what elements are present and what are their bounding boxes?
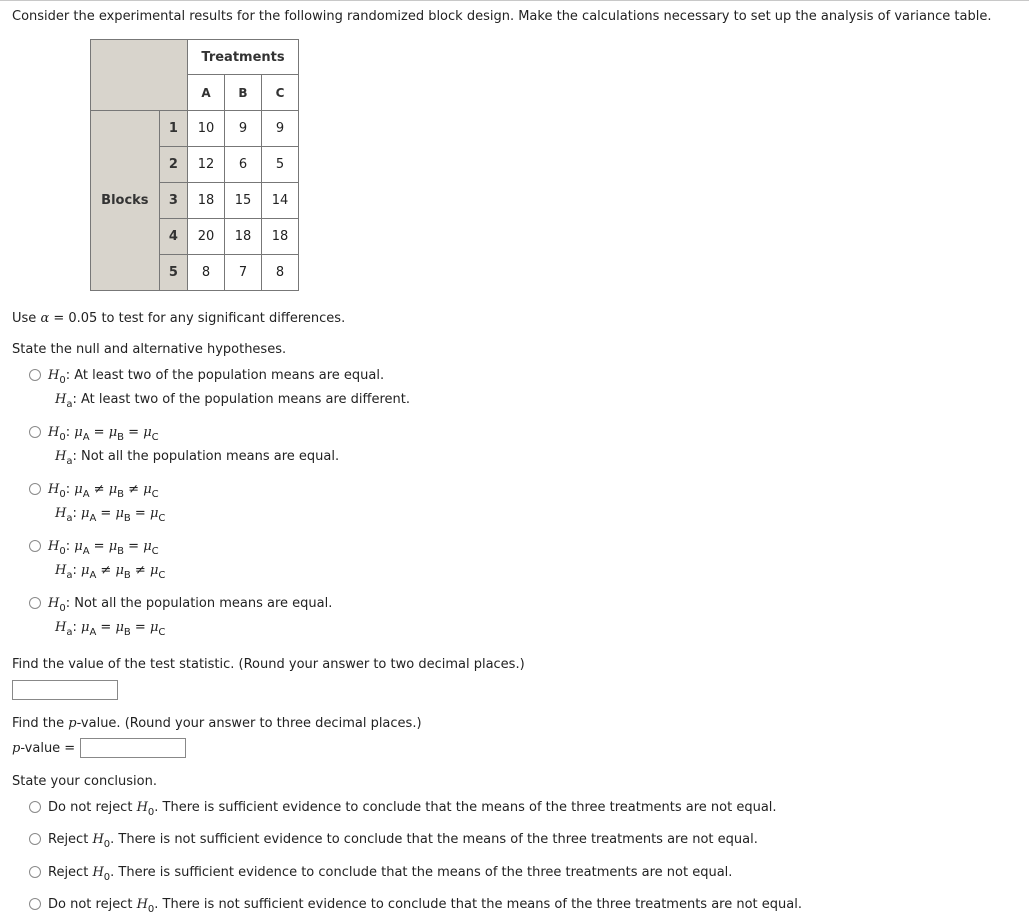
hypothesis-option-5-ha: $H_a$: $\mu_A = \mu_B = \mu_C$ [55,620,166,638]
hypothesis-option-4-h0: $H_0$: $\mu_A = \mu_B = \mu_C$ [48,539,159,557]
conclusion-option-1-text: Do not reject $H_0$. There is sufficient evidence to conclude that the means of the three treatments are not equal. [48,800,777,818]
top-divider [0,0,1029,5]
table-cell: 20 [188,219,225,255]
p-value-prompt: Find the p-value. (Round your answer to three decimal places.) [12,716,422,731]
hypothesis-option-1-h0: $H_0$: At least two of the population means are equal. [48,368,385,386]
conclusion-option-3-radio[interactable] [29,866,41,878]
table-cell: 9 [225,111,262,147]
hypothesis-option-3-radio[interactable] [29,483,41,495]
conclusion-option-4-radio[interactable] [29,898,41,910]
blocks-label: Blocks [91,111,160,291]
hypothesis-option-3-ha: $H_a$: $\mu_A = \mu_B = \mu_C$ [55,506,166,524]
table-cell: 18 [188,183,225,219]
block-number: 3 [159,183,187,219]
table-cell: 9 [262,111,299,147]
conclusion-option-2-radio[interactable] [29,833,41,845]
table-corner [91,40,188,111]
hypothesis-option-1-radio[interactable] [29,369,41,381]
hypothesis-option-2-radio[interactable] [29,426,41,438]
treatments-header: Treatments [188,40,299,75]
conclusion-option-2-text: Reject $H_0$. There is not sufficient evidence to conclude that the means of the three treatments are not equal. [48,832,758,850]
hypothesis-option-1-ha: $H_a$: At least two of the population means are different. [55,392,410,410]
table-cell: 18 [262,219,299,255]
table-cell: 7 [225,255,262,291]
hypothesis-option-5-radio[interactable] [29,597,41,609]
column-header: B [225,75,262,111]
alpha-statement: Use α = 0.05 to test for any significant differences. [12,311,346,326]
block-number: 4 [159,219,187,255]
table-cell: 8 [262,255,299,291]
table-cell: 8 [188,255,225,291]
conclusion-option-4-text: Do not reject $H_0$. There is not sufficient evidence to conclude that the means of the three treatments are not equal. [48,897,802,915]
hypotheses-prompt: State the null and alternative hypotheses. [12,342,287,357]
test-statistic-input[interactable] [12,680,118,700]
conclusion-option-3-text: Reject $H_0$. There is sufficient evidence to conclude that the means of the three treatments are not equal. [48,865,733,883]
data-table [90,39,299,291]
column-header: A [188,75,225,111]
hypothesis-option-5-h0: $H_0$: Not all the population means are equal. [48,596,333,614]
table-cell: 14 [262,183,299,219]
conclusion-prompt: State your conclusion. [12,774,157,789]
column-header: C [262,75,299,111]
hypothesis-option-3-h0: $H_0$: $\mu_A \ne \mu_B \ne \mu_C$ [48,482,159,500]
block-number: 1 [159,111,187,147]
test-statistic-prompt: Find the value of the test statistic. (Round your answer to two decimal places.) [12,657,525,672]
problem-statement: Consider the experimental results for the following randomized block design. Make the calculations necessary to set up the analysis of variance table. [12,9,992,24]
table-cell: 6 [225,147,262,183]
block-number: 2 [159,147,187,183]
conclusion-option-1-radio[interactable] [29,801,41,813]
table-cell: 10 [188,111,225,147]
table-cell: 15 [225,183,262,219]
table-cell: 18 [225,219,262,255]
table-cell: 12 [188,147,225,183]
hypothesis-option-4-ha: $H_a$: $\mu_A \ne \mu_B \ne \mu_C$ [55,563,166,581]
hypothesis-option-4-radio[interactable] [29,540,41,552]
hypothesis-option-2-ha: $H_a$: Not all the population means are equal. [55,449,340,467]
table-cell: 5 [262,147,299,183]
block-number: 5 [159,255,187,291]
table-row [91,111,299,147]
p-value-input[interactable] [80,738,186,758]
hypothesis-option-2-h0: $H_0$: $\mu_A = \mu_B = \mu_C$ [48,425,159,443]
p-value-label: p-value = [12,741,76,756]
